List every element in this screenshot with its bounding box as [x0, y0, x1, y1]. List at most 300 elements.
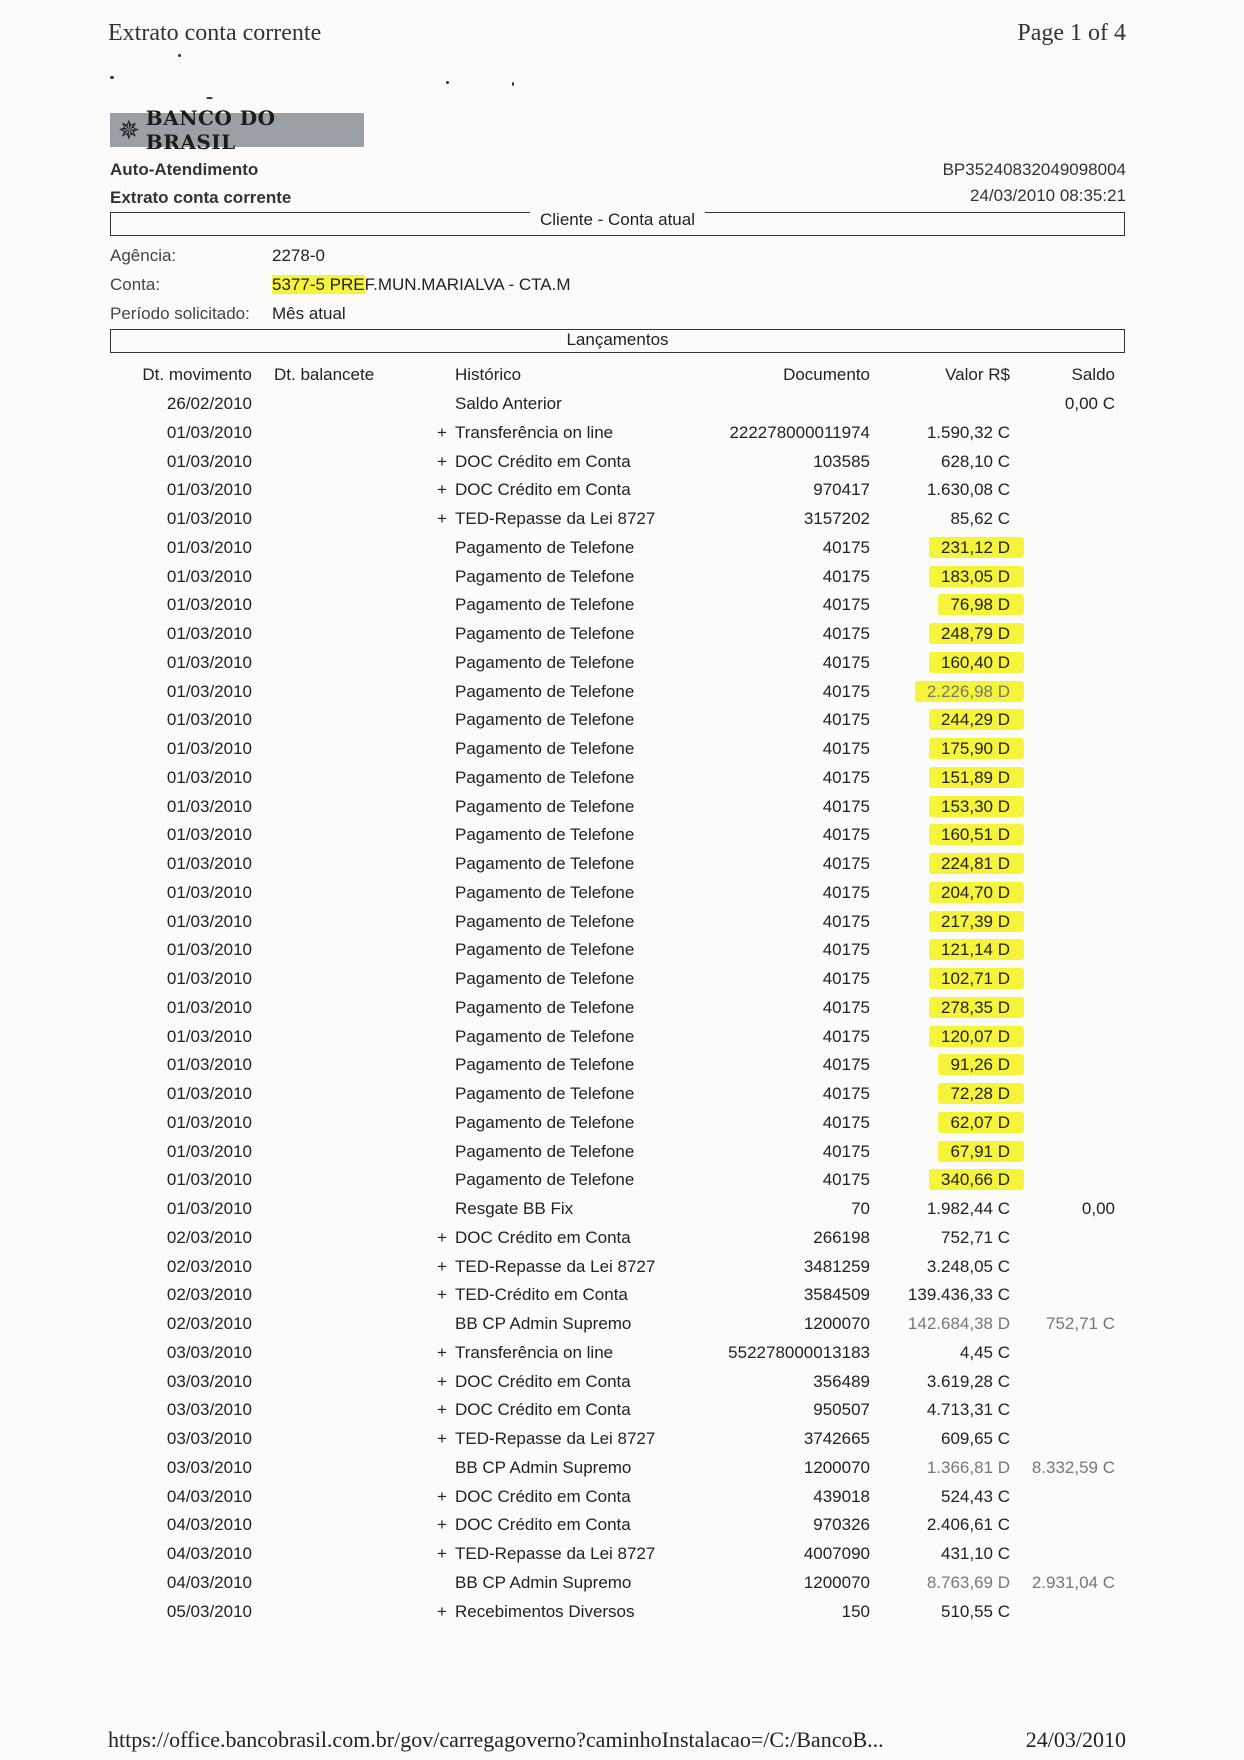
highlighted-value: 91,26 D: [938, 1054, 1024, 1075]
cell-historico: DOC Crédito em Conta: [455, 1227, 631, 1247]
cell-historico: Pagamento de Telefone: [455, 652, 635, 672]
cell-historico: BB CP Admin Supremo: [455, 1314, 632, 1334]
cell-sign: [432, 936, 452, 965]
browser-page-title: Extrato conta corrente: [108, 20, 322, 46]
cell-documento: 40175: [822, 624, 870, 644]
cell-documento: 150: [841, 1601, 870, 1621]
cell-saldo: 0,00 C: [1064, 394, 1115, 414]
scan-speck: [110, 76, 114, 79]
cell-saldo: [1010, 1597, 1115, 1626]
cell-documento: 40175: [822, 1084, 870, 1104]
column-header: Documento: [783, 365, 870, 385]
cell-documento: 40175: [822, 537, 870, 557]
cell-sign: [432, 1051, 452, 1080]
cell-valor: 139.436,33 C: [907, 1285, 1010, 1305]
cell-sign: +: [437, 422, 447, 442]
cell-dt-balancete: [252, 1281, 432, 1310]
cell-documento: 3481259: [803, 1256, 870, 1276]
cell-historico: Pagamento de Telefone: [455, 1084, 635, 1104]
table-row: [110, 677, 1115, 706]
table-row: [110, 1310, 1115, 1339]
cell-dt-balancete: [252, 1137, 432, 1166]
cell-historico: Pagamento de Telefone: [455, 940, 635, 960]
cell-valor: 524,43 C: [941, 1486, 1010, 1506]
cell-historico: Resgate BB Fix: [455, 1199, 574, 1219]
table-row: [110, 1137, 1115, 1166]
cell-sign: [432, 994, 452, 1023]
cell-valor: [870, 1022, 1010, 1051]
cell-sign: +: [437, 1227, 447, 1247]
cell-dt-movimento: 01/03/2010: [166, 1112, 252, 1132]
cell-historico: Pagamento de Telefone: [455, 1026, 635, 1046]
highlighted-value: 76,98 D: [938, 594, 1024, 615]
cell-historico: TED-Repasse da Lei 8727: [455, 509, 656, 529]
cell-documento: 40175: [822, 940, 870, 960]
header-auto-atendimento: Auto-Atendimento: [110, 160, 259, 179]
cell-saldo: [1010, 620, 1115, 649]
cell-historico: Pagamento de Telefone: [455, 739, 635, 759]
cell-sign: +: [437, 1371, 447, 1391]
cell-documento: 40175: [822, 854, 870, 874]
periodo-label: Período solicitado:: [110, 304, 250, 323]
cell-saldo: [1010, 534, 1115, 563]
cell-sign: [432, 735, 452, 764]
highlighted-value: 278,35 D: [929, 997, 1024, 1018]
cell-historico: Pagamento de Telefone: [455, 854, 635, 874]
cell-documento: 40175: [822, 825, 870, 845]
highlighted-value: 175,90 D: [929, 738, 1024, 759]
cell-dt-balancete: [252, 1511, 432, 1540]
highlighted-value: 217,39 D: [929, 911, 1024, 932]
cell-sign: [432, 1310, 452, 1339]
cell-saldo: [1010, 1482, 1115, 1511]
cell-valor: [870, 390, 1010, 419]
cell-sign: [432, 677, 452, 706]
cell-valor: 8.763,69 D: [926, 1572, 1010, 1592]
table-row: [110, 965, 1115, 994]
highlighted-value: 121,14 D: [929, 939, 1024, 960]
table-row: [110, 390, 1115, 419]
cell-historico: Pagamento de Telefone: [455, 1141, 635, 1161]
table-row: [110, 1569, 1115, 1598]
cell-dt-balancete: [252, 1109, 432, 1138]
transactions-body: [110, 390, 1115, 1626]
transactions-table: [110, 361, 1115, 1626]
cell-sign: +: [437, 509, 447, 529]
table-row: [110, 1396, 1115, 1425]
cell-dt-movimento: 01/03/2010: [166, 1141, 252, 1161]
table-row: [110, 1540, 1115, 1569]
table-row: [110, 1166, 1115, 1195]
cell-sign: [432, 591, 452, 620]
cell-saldo: [1010, 1281, 1115, 1310]
agencia-label: Agência:: [110, 246, 177, 265]
cell-saldo: [1010, 821, 1115, 850]
cell-dt-movimento: 26/02/2010: [166, 394, 252, 414]
cell-documento: 970417: [813, 480, 870, 500]
cell-documento: 40175: [822, 1112, 870, 1132]
cell-valor: 1.982,44 C: [926, 1199, 1010, 1219]
conta-label: Conta:: [110, 275, 161, 294]
cell-sign: +: [437, 1515, 447, 1535]
highlighted-value: 153,30 D: [929, 796, 1024, 817]
cell-sign: [432, 907, 452, 936]
cell-dt-balancete: [252, 390, 432, 419]
table-row: [110, 1482, 1115, 1511]
cell-dt-balancete: [252, 1310, 432, 1339]
cell-valor: [870, 562, 1010, 591]
cell-dt-movimento: 01/03/2010: [166, 480, 252, 500]
cell-dt-movimento: 01/03/2010: [166, 710, 252, 730]
table-row: [110, 476, 1115, 505]
cell-saldo: [1010, 1540, 1115, 1569]
cell-dt-balancete: [252, 1166, 432, 1195]
cell-sign: [432, 1166, 452, 1195]
cell-historico: DOC Crédito em Conta: [455, 1400, 631, 1420]
cell-dt-movimento: 01/03/2010: [166, 566, 252, 586]
cell-documento: 3584509: [803, 1285, 870, 1305]
cell-historico: TED-Crédito em Conta: [455, 1285, 628, 1305]
cell-dt-movimento: 02/03/2010: [166, 1285, 252, 1305]
table-row: [110, 505, 1115, 534]
cell-valor: [870, 879, 1010, 908]
cell-documento: 103585: [813, 451, 870, 471]
scan-speck: [206, 97, 213, 99]
cell-valor: [870, 1166, 1010, 1195]
cell-historico: Transferência on line: [455, 422, 614, 442]
cell-dt-balancete: [252, 1224, 432, 1253]
cell-sign: [432, 1080, 452, 1109]
cell-dt-movimento: 01/03/2010: [166, 1199, 252, 1219]
cell-historico: Pagamento de Telefone: [455, 767, 635, 787]
lancamentos-title: Lançamentos: [556, 330, 678, 349]
cell-historico: BB CP Admin Supremo: [455, 1572, 632, 1592]
cell-historico: Transferência on line: [455, 1342, 614, 1362]
cell-valor: 628,10 C: [941, 451, 1010, 471]
cell-saldo: [1010, 1367, 1115, 1396]
cell-sign: [432, 649, 452, 678]
cell-documento: 3742665: [803, 1429, 870, 1449]
cell-dt-balancete: [252, 735, 432, 764]
cell-valor: [870, 764, 1010, 793]
cell-dt-movimento: 01/03/2010: [166, 969, 252, 989]
cell-historico: BB CP Admin Supremo: [455, 1457, 632, 1477]
highlighted-value: 231,12 D: [929, 537, 1024, 558]
cell-valor: 4.713,31 C: [926, 1400, 1010, 1420]
cell-documento: 70: [851, 1199, 870, 1219]
cell-sign: +: [437, 480, 447, 500]
cell-saldo: [1010, 792, 1115, 821]
cell-documento: 40175: [822, 1141, 870, 1161]
cell-valor: [870, 850, 1010, 879]
cell-historico: Recebimentos Diversos: [455, 1601, 635, 1621]
table-row: [110, 1109, 1115, 1138]
cell-dt-balancete: [252, 1339, 432, 1368]
highlighted-value: 160,51 D: [929, 824, 1024, 845]
cell-historico: Pagamento de Telefone: [455, 681, 635, 701]
cell-valor: 1.366,81 D: [926, 1457, 1010, 1477]
cell-dt-balancete: [252, 1597, 432, 1626]
document-datetime: 24/03/2010 08:35:21: [970, 186, 1126, 205]
cell-sign: +: [437, 1429, 447, 1449]
cell-sign: [432, 390, 452, 419]
cell-saldo: 8.332,59 C: [1031, 1457, 1115, 1477]
cell-dt-balancete: [252, 792, 432, 821]
cell-dt-movimento: 01/03/2010: [166, 509, 252, 529]
cell-historico: Pagamento de Telefone: [455, 566, 635, 586]
cell-dt-balancete: [252, 476, 432, 505]
column-header-spacer: [432, 361, 452, 390]
cell-historico: Pagamento de Telefone: [455, 911, 635, 931]
cell-dt-balancete: [252, 994, 432, 1023]
cell-valor: [870, 965, 1010, 994]
cell-sign: [432, 1569, 452, 1598]
cell-dt-balancete: [252, 591, 432, 620]
cell-valor: [870, 936, 1010, 965]
cell-dt-movimento: 01/03/2010: [166, 854, 252, 874]
cell-sign: +: [437, 451, 447, 471]
periodo-value: Mês atual: [272, 304, 346, 323]
table-row: [110, 994, 1115, 1023]
cell-historico: Pagamento de Telefone: [455, 796, 635, 816]
client-section-title: Cliente - Conta atual: [530, 210, 705, 229]
cell-saldo: [1010, 591, 1115, 620]
cell-saldo: [1010, 1109, 1115, 1138]
cell-sign: [432, 1454, 452, 1483]
cell-dt-balancete: [252, 764, 432, 793]
cell-dt-movimento: 01/03/2010: [166, 1084, 252, 1104]
cell-historico: Pagamento de Telefone: [455, 537, 635, 557]
table-row: [110, 792, 1115, 821]
cell-saldo: [1010, 419, 1115, 448]
cell-valor: [870, 591, 1010, 620]
cell-dt-balancete: [252, 419, 432, 448]
footer-date: 24/03/2010: [1025, 1727, 1126, 1752]
cell-valor: [870, 1080, 1010, 1109]
cell-saldo: [1010, 965, 1115, 994]
table-row: [110, 879, 1115, 908]
highlighted-value: 224,81 D: [929, 853, 1024, 874]
table-row: [110, 1339, 1115, 1368]
cell-dt-movimento: 05/03/2010: [166, 1601, 252, 1621]
cell-documento: 40175: [822, 652, 870, 672]
cell-documento: 40175: [822, 969, 870, 989]
table-row: [110, 1051, 1115, 1080]
cell-valor: [870, 821, 1010, 850]
cell-valor: [870, 735, 1010, 764]
cell-saldo: [1010, 1166, 1115, 1195]
cell-saldo: [1010, 447, 1115, 476]
cell-dt-balancete: [252, 447, 432, 476]
cell-sign: [432, 792, 452, 821]
cell-dt-movimento: 01/03/2010: [166, 595, 252, 615]
cell-valor: 510,55 C: [941, 1601, 1010, 1621]
cell-dt-balancete: [252, 1396, 432, 1425]
cell-sign: [432, 1137, 452, 1166]
bank-logo: [110, 106, 364, 154]
cell-historico: DOC Crédito em Conta: [455, 480, 631, 500]
cell-documento: 40175: [822, 767, 870, 787]
cell-saldo: [1010, 850, 1115, 879]
cell-dt-movimento: 03/03/2010: [166, 1400, 252, 1420]
cell-saldo: [1010, 735, 1115, 764]
cell-dt-balancete: [252, 620, 432, 649]
cell-valor: 752,71 C: [941, 1227, 1010, 1247]
column-header: Dt. movimento: [142, 365, 252, 385]
cell-documento: 40175: [822, 1170, 870, 1190]
cell-historico: Saldo Anterior: [455, 394, 562, 414]
cell-valor: 3.619,28 C: [926, 1371, 1010, 1391]
conta-highlighted-text: 5377-5 PRE: [272, 275, 365, 294]
cell-sign: +: [437, 1400, 447, 1420]
cell-sign: [432, 1195, 452, 1224]
header-extrato: Extrato conta corrente: [110, 188, 292, 207]
table-row: [110, 447, 1115, 476]
cell-historico: Pagamento de Telefone: [455, 624, 635, 644]
cell-dt-movimento: 01/03/2010: [166, 1055, 252, 1075]
column-header: Dt. balancete: [274, 365, 375, 385]
cell-dt-movimento: 02/03/2010: [166, 1227, 252, 1247]
cell-valor: [870, 792, 1010, 821]
cell-sign: +: [437, 1601, 447, 1621]
cell-dt-balancete: [252, 1195, 432, 1224]
highlighted-value: 72,28 D: [938, 1083, 1024, 1104]
agencia-value: 2278-0: [272, 246, 325, 265]
document-id: BP35240832049098004: [942, 160, 1126, 179]
table-row: [110, 562, 1115, 591]
table-row: [110, 1080, 1115, 1109]
cell-dt-balancete: [252, 965, 432, 994]
table-row: [110, 735, 1115, 764]
cell-dt-movimento: 03/03/2010: [166, 1371, 252, 1391]
cell-documento: 266198: [813, 1227, 870, 1247]
cell-documento: 1200070: [803, 1314, 870, 1334]
cell-documento: 222278000011974: [729, 422, 870, 442]
column-header: Valor R$: [945, 365, 1010, 385]
highlighted-value: 183,05 D: [929, 566, 1024, 587]
table-row: [110, 1367, 1115, 1396]
cell-dt-movimento: 01/03/2010: [166, 825, 252, 845]
cell-sign: +: [437, 1486, 447, 1506]
cell-sign: [432, 706, 452, 735]
cell-dt-movimento: 01/03/2010: [166, 997, 252, 1017]
bank-name: BANCO DO BRASIL: [145, 106, 276, 154]
table-row: [110, 1425, 1115, 1454]
client-section-box: [110, 212, 1125, 236]
cell-dt-balancete: [252, 936, 432, 965]
cell-dt-movimento: 01/03/2010: [166, 652, 252, 672]
highlighted-value: 120,07 D: [929, 1026, 1024, 1047]
cell-saldo: [1010, 994, 1115, 1023]
cell-dt-balancete: [252, 505, 432, 534]
cell-documento: 356489: [813, 1371, 870, 1391]
cell-saldo: [1010, 649, 1115, 678]
cell-documento: 40175: [822, 681, 870, 701]
cell-dt-balancete: [252, 907, 432, 936]
cell-sign: +: [437, 1285, 447, 1305]
highlighted-value: 62,07 D: [938, 1112, 1024, 1133]
cell-documento: 1200070: [803, 1572, 870, 1592]
cell-dt-balancete: [252, 1540, 432, 1569]
table-row: [110, 821, 1115, 850]
cell-documento: 40175: [822, 1055, 870, 1075]
cell-dt-balancete: [252, 677, 432, 706]
cell-documento: 950507: [813, 1400, 870, 1420]
cell-dt-movimento: 03/03/2010: [166, 1457, 252, 1477]
cell-dt-movimento: 01/03/2010: [166, 537, 252, 557]
cell-saldo: 0,00: [1081, 1199, 1115, 1219]
cell-sign: +: [437, 1256, 447, 1276]
highlighted-value: 102,71 D: [929, 968, 1024, 989]
cell-saldo: [1010, 1051, 1115, 1080]
cell-dt-movimento: 01/03/2010: [166, 451, 252, 471]
cell-dt-balancete: [252, 1454, 432, 1483]
highlighted-value: 67,91 D: [938, 1141, 1024, 1162]
cell-sign: [432, 821, 452, 850]
scan-speck: [178, 54, 181, 57]
cell-dt-movimento: 01/03/2010: [166, 1026, 252, 1046]
cell-dt-movimento: 04/03/2010: [166, 1515, 252, 1535]
cell-dt-movimento: 04/03/2010: [166, 1572, 252, 1592]
cell-saldo: [1010, 936, 1115, 965]
cell-valor: 3.248,05 C: [926, 1256, 1010, 1276]
cell-sign: [432, 1022, 452, 1051]
cell-dt-movimento: 01/03/2010: [166, 882, 252, 902]
cell-valor: 609,65 C: [941, 1429, 1010, 1449]
cell-valor: 85,62 C: [950, 509, 1010, 529]
cell-documento: 40175: [822, 997, 870, 1017]
cell-saldo: 752,71 C: [1046, 1314, 1115, 1334]
highlighted-value: 248,79 D: [929, 623, 1024, 644]
cell-documento: 3157202: [803, 509, 870, 529]
cell-historico: TED-Repasse da Lei 8727: [455, 1544, 656, 1564]
cell-dt-balancete: [252, 649, 432, 678]
cell-dt-movimento: 02/03/2010: [166, 1256, 252, 1276]
cell-valor: [870, 677, 1010, 706]
cell-sign: [432, 879, 452, 908]
cell-sign: [432, 620, 452, 649]
cell-valor: 142.684,38 D: [907, 1314, 1010, 1334]
table-row: [110, 1195, 1115, 1224]
cell-dt-movimento: 01/03/2010: [166, 767, 252, 787]
cell-historico: TED-Repasse da Lei 8727: [455, 1429, 656, 1449]
table-row: [110, 1454, 1115, 1483]
cell-historico: Pagamento de Telefone: [455, 1170, 635, 1190]
table-row: [110, 1224, 1115, 1253]
cell-historico: Pagamento de Telefone: [455, 969, 635, 989]
cell-documento: 40175: [822, 1026, 870, 1046]
cell-dt-movimento: 03/03/2010: [166, 1429, 252, 1449]
column-header: Saldo: [1071, 365, 1115, 385]
cell-saldo: [1010, 476, 1115, 505]
cell-sign: [432, 850, 452, 879]
cell-dt-movimento: 01/03/2010: [166, 1170, 252, 1190]
cell-historico: Pagamento de Telefone: [455, 882, 635, 902]
highlighted-value: 244,29 D: [929, 709, 1024, 730]
cell-dt-movimento: 04/03/2010: [166, 1544, 252, 1564]
cell-documento: 40175: [822, 882, 870, 902]
scan-speck: [512, 82, 514, 86]
cell-valor: [870, 1109, 1010, 1138]
cell-saldo: [1010, 677, 1115, 706]
cell-dt-balancete: [252, 1482, 432, 1511]
cell-documento: 40175: [822, 739, 870, 759]
highlighted-value: 204,70 D: [929, 882, 1024, 903]
table-row: [110, 591, 1115, 620]
cell-valor: [870, 1051, 1010, 1080]
column-header: Histórico: [455, 365, 522, 385]
highlighted-value: 151,89 D: [929, 767, 1024, 788]
